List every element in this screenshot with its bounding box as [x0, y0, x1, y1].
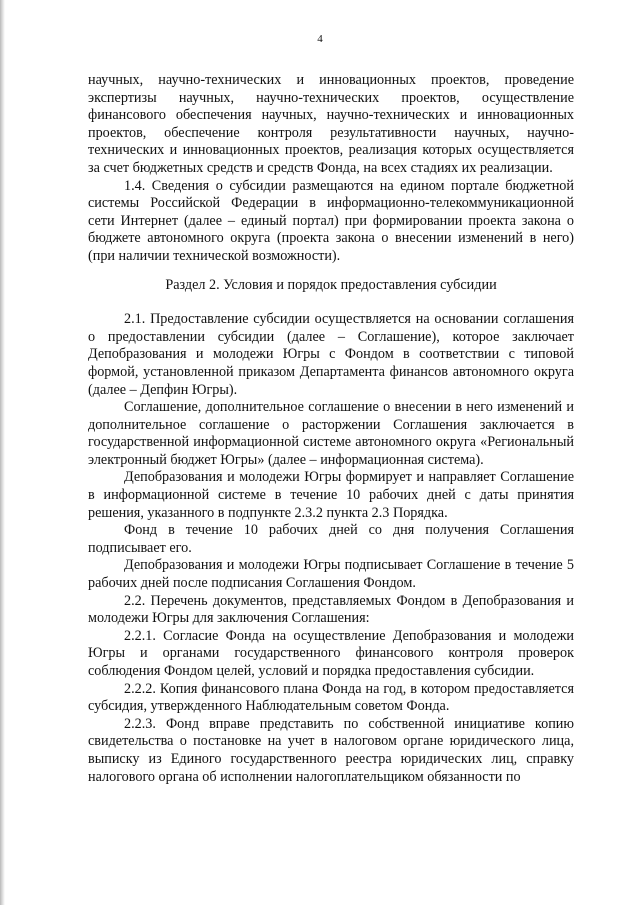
document-body — [88, 72, 574, 786]
paragraph-2-2-3: 2.2.3. Фонд вправе представить по собственной инициативе копию свидетельства о постановке на учет в налоговом органе юридического лица, выписку из Единого государственного реестра юридических лиц, справку налогового органа об исполнении налогоплательщиком обязанности по — [88, 715, 574, 785]
paragraph-2-2: 2.2. Перечень документов, представляемых Фондом в Депобразования и молодежи Югры для заключения Соглашения: — [88, 592, 574, 627]
paragraph-2-2-1: 2.2.1. Согласие Фонда на осуществление Депобразования и молодежи Югры и органами государственного финансового контроля проверок соблюдения Фондом целей, условий и порядка предоставления субсидии. — [88, 627, 574, 679]
paragraph-forms-agreement: Депобразования и молодежи Югры формирует и направляет Соглашение в информационной системе в течение 10 рабочих дней с даты принятия решения, указанного в подпункте 2.3.2 пункта 2.3 Порядка. — [88, 469, 574, 521]
paragraph-fund-signs: Фонд в течение 10 рабочих дней со дня получения Соглашения подписывает его. — [88, 522, 574, 556]
page-number: 4 — [317, 33, 323, 45]
paragraph-dep-signs: Депобразования и молодежи Югры подписывает Соглашение в течение 5 рабочих дней после подписания Соглашения Фондом. — [88, 557, 574, 592]
scan-edge-shadow — [0, 0, 5, 905]
paragraph-2-2-2: 2.2.2. Копия финансового плана Фонда на год, в котором предоставляется субсидия, утвержденного Наблюдательным советом Фонда. — [88, 680, 574, 715]
paragraph-agreement-system: Соглашение, дополнительное соглашение о внесении в него изменений и дополнительное соглашение о расторжении Соглашения заключается в государственной информационной системе автономного округа «Региональный электронный бюджет Югры» (далее – информационная система). — [88, 399, 574, 468]
section-heading: Раздел 2. Условия и порядок предоставления субсидии — [165, 276, 497, 293]
paragraph-continuation: научных, научно-технических и инновационных проектов, проведение экспертизы научных, научно-технических проектов, осуществление финансового обеспечения научных, научно-технических и инновационных проектов, обеспечение контроля результативности научных, научно-технических и инновационных проектов, реализация которых осуществляется за счет бюджетных средств и средств Фонда, на всех стадиях их реализации. — [88, 72, 574, 176]
paragraph-2-1: 2.1. Предоставление субсидии осуществляется на основании соглашения о предоставлении субсидии (далее – Соглашение), которое заключает Депобразования и молодежи Югры с Фондом в соответствии с типовой формой, установленной приказом Департамента финансов автономного округа (далее – Депфин Югры). — [88, 311, 574, 398]
paragraph-1-4: 1.4. Сведения о субсидии размещаются на едином портале бюджетной системы Российской Федерации в информационно-телекоммуникационной сети Интернет (далее – единый портал) при формировании проекта закона о бюджете автономного округа (проекта закона о внесении изменений в него) (при наличии технической возможности). — [88, 177, 574, 264]
